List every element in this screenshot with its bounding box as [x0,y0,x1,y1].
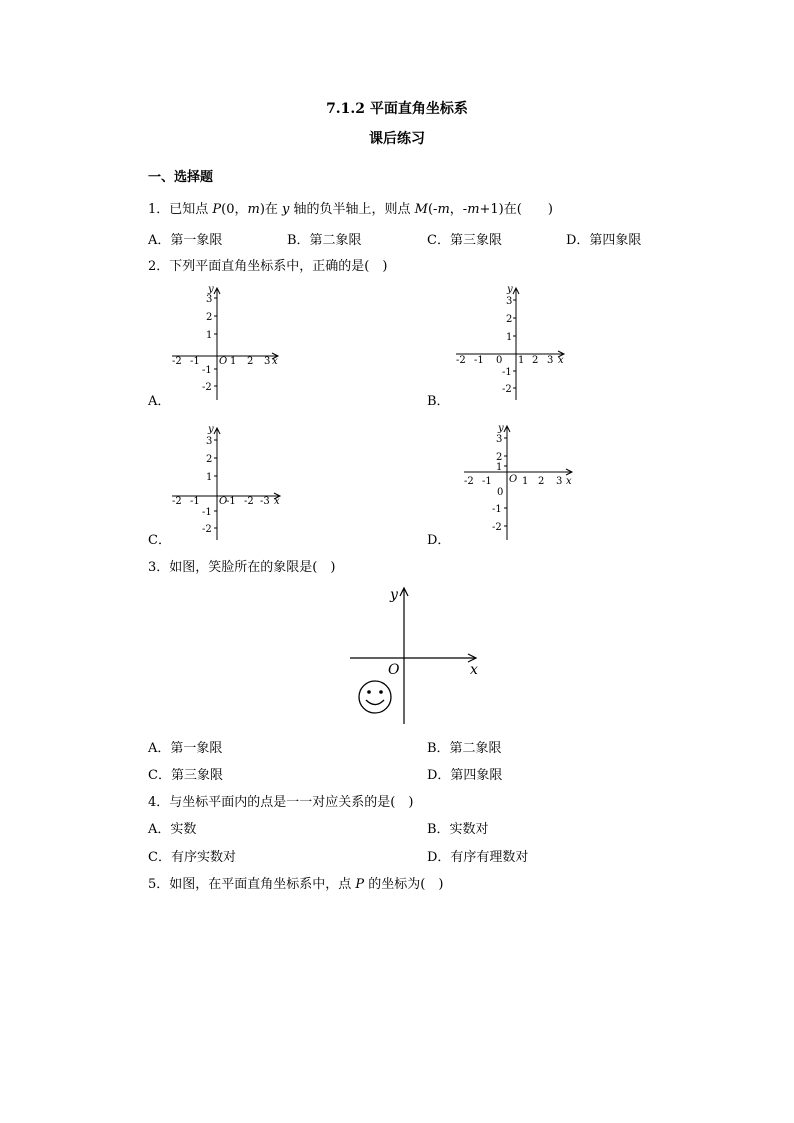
q2-option-d[interactable]: D． [427,533,451,548]
figure-x-label: x [470,662,478,678]
graph-a-ytick: 1 [206,330,213,341]
graph-a-x-label: x [272,356,278,367]
question-1-stem: 1．已知点 P(0，m)在 y 轴的负半轴上，则点 M(-m，-m+1)在( ) [148,202,553,217]
figure-y-label: y [390,587,398,603]
graph-b-ytick: 1 [506,332,513,343]
q4-option-c[interactable]: C．有序实数对 [148,850,236,865]
graph-b-y-label: y [507,284,513,295]
q2-option-c[interactable]: C． [148,533,171,548]
graph-c-ytick: 2 [206,454,213,465]
q1-option-c[interactable]: C．第三象限 [427,233,502,248]
q3-option-a[interactable]: A．第一象限 [148,741,223,756]
graph-b-zero: 0 [496,355,503,366]
section-heading: 一、选择题 [148,170,214,185]
q2-option-b[interactable]: B． [427,394,450,409]
q1-option-d[interactable]: D．第四象限 [566,233,642,248]
graph-a-y-label: y [208,284,214,295]
graph-b-xtick: 3 [547,355,554,366]
graph-a-ytick: 2 [206,312,213,323]
graph-b-xtick: 1 [518,355,525,366]
graph-d [460,422,578,542]
graph-d-xtick: -1 [482,476,492,487]
graph-c-xtick: -2 [244,496,254,507]
graph-b-ytick: 3 [506,296,513,307]
graph-c-y-label: y [208,424,214,435]
graph-d-origin: O [509,474,518,485]
graph-c-xtick: -3 [260,496,270,507]
graph-d-ytick: -1 [492,504,502,515]
graph-d-x-label: x [566,476,572,487]
graph-d-ytick: 3 [496,434,503,445]
graph-d-ytick: -2 [492,522,502,533]
figure-origin: O [388,662,400,678]
graph-d-yzero: 0 [497,487,504,498]
graph-b-xtick: -2 [456,355,466,366]
q4-option-d[interactable]: D．有序有理数对 [427,850,529,865]
graph-a-ytick: -2 [202,382,212,393]
graph-a-origin: O [219,356,228,367]
graph-c-ytick: -2 [202,524,212,535]
graph-b-ytick: -1 [502,367,512,378]
graph-a-xtick: 1 [230,356,237,367]
graph-d-xtick: -2 [464,476,474,487]
graph-c-origin: O [219,496,228,507]
graph-d-y-label: y [498,423,504,434]
q1-option-a[interactable]: A．第一象限 [148,233,223,248]
q1-option-b[interactable]: B．第二象限 [287,233,362,248]
q2-option-a[interactable]: A． [148,394,171,409]
page-title: 7.1.2 平面直角坐标系 [326,101,468,117]
q4-option-a[interactable]: A．实数 [148,822,197,837]
graph-d-ytick: 2 [496,452,503,463]
page-subtitle: 课后练习 [369,131,425,147]
graph-b-ytick: 2 [506,314,513,325]
graph-c-ytick: 3 [206,436,213,447]
question-5-stem: 5．如图，在平面直角坐标系中，点 P 的坐标为( ) [148,877,444,892]
graph-c [168,422,286,542]
graph-b-xtick: -1 [474,355,484,366]
graph-b-x-label: x [558,355,564,366]
q3-option-d[interactable]: D．第四象限 [427,768,503,783]
graph-a-xtick: -1 [190,356,200,367]
graph-c-ytick: 1 [206,472,213,483]
graph-a-xtick: 3 [264,356,271,367]
question-3-stem: 3．如图，笑脸所在的象限是( ) [148,560,336,575]
graph-c-ytick: -1 [202,507,212,518]
q3-option-b[interactable]: B．第二象限 [427,741,502,756]
graph-a-ytick: 3 [206,294,213,305]
graph-c-x-label: x [274,496,280,507]
graph-b-xtick: 2 [532,355,539,366]
question-2-stem: 2．下列平面直角坐标系中，正确的是( ) [148,259,388,274]
graph-a-xtick: -2 [172,356,182,367]
graph-a-ytick: -1 [202,365,212,376]
graph-a [168,282,284,402]
graph-c-xtick: -2 [172,496,182,507]
graph-d-ytick: 1 [496,462,503,473]
q4-option-b[interactable]: B．实数对 [427,822,489,837]
question-4-stem: 4．与坐标平面内的点是一一对应关系的是( ) [148,795,414,810]
graph-a-xtick: 2 [247,356,254,367]
graph-d-xtick: 3 [556,476,563,487]
graph-c-xtick: -1 [226,496,236,507]
smiley-face-icon [359,681,391,713]
graph-b-ytick: -2 [502,384,512,395]
graph-d-xtick: 1 [522,476,529,487]
graph-b [452,282,570,402]
q3-option-c[interactable]: C．第三象限 [148,768,223,783]
graph-d-xtick: 2 [538,476,545,487]
smiley-figure [346,582,486,728]
graph-c-xtick: -1 [190,496,200,507]
